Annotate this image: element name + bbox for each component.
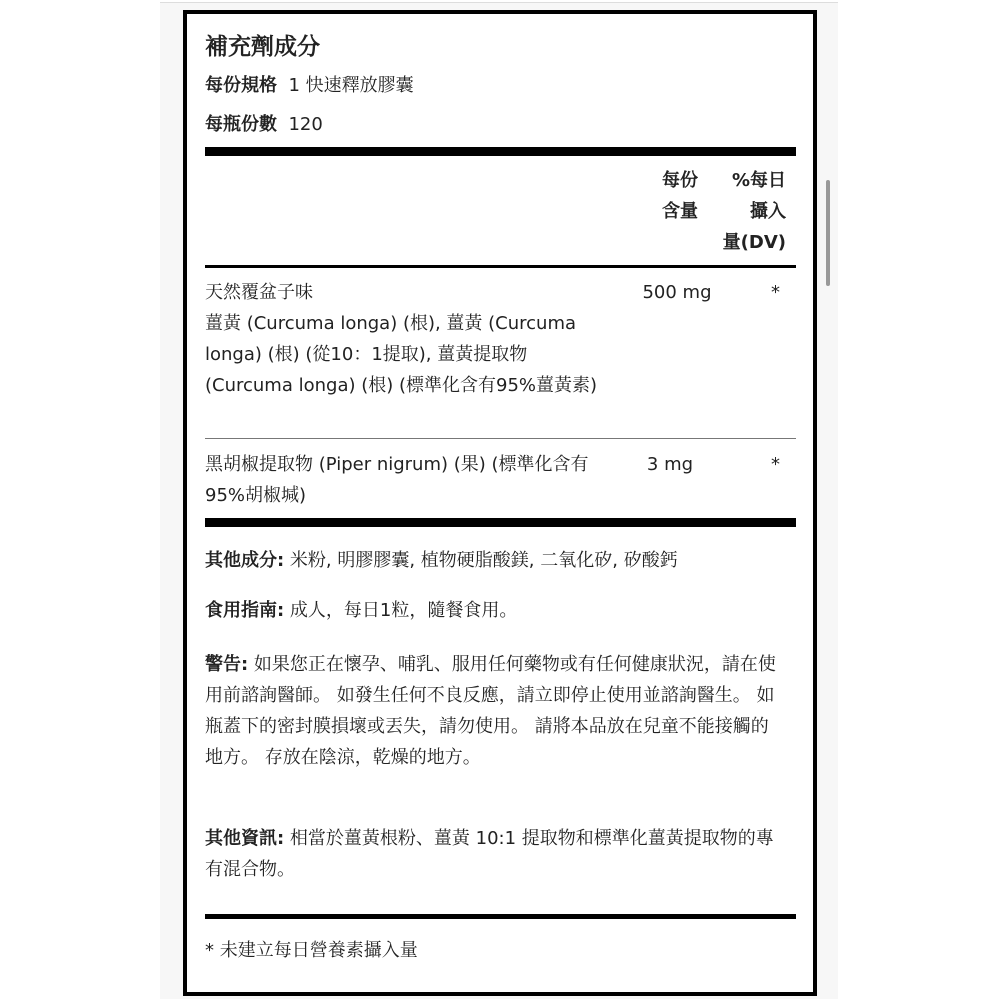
footer-divider [205, 914, 796, 919]
row-divider [205, 438, 796, 439]
ingredient-dv: * [771, 454, 780, 475]
ingredient-name: 天然覆盆子味 薑黃 (Curcuma longa) (根), 薑黃 (Curcuma longa) (根) (從10：1提取), 薑黃提取物 (Curcuma longa) (根) (標準化含有95%薑黃素) [205, 282, 598, 396]
header-dv-line: %每日 [731, 170, 786, 191]
thick-divider [205, 147, 796, 156]
warning [205, 649, 780, 773]
header-amount-line: 每份 [662, 170, 698, 191]
page-title: 補充劑成分 [205, 34, 320, 60]
ingredient-name: 黑胡椒提取物 (Piper nigrum) (果) (標準化含有95%胡椒堿) [205, 454, 589, 506]
thick-divider [205, 518, 796, 527]
ingredient-amount: 500 mg [642, 282, 712, 303]
warning-label: 警告: [205, 654, 249, 675]
other-info [205, 823, 785, 885]
header-dv [706, 165, 786, 258]
scrollbar[interactable] [826, 180, 830, 286]
warning-text: 如果您正在懷孕、哺乳、服用任何藥物或有任何健康狀況，請在使用前諮詢醫師。 如發生任何不良反應，請立即停止使用並諮詢醫生。 如瓶蓋下的密封膜損壞或丟失，請勿使用。 請將本品放在兒童不能接觸的地方。 存放在陰涼，乾燥的地方。 [205, 654, 776, 768]
ingredient-amount: 3 mg [646, 454, 694, 475]
directions-label: 食用指南: [205, 600, 285, 621]
header-amount-line: 含量 [662, 201, 698, 222]
directions [205, 595, 790, 626]
servings-per-container [205, 109, 323, 140]
other-info-text: 相當於薑黃根粉、薑黃 10:1 提取物和標準化薑黃提取物的專有混合物。 [205, 828, 774, 880]
ingredient-dv: * [771, 282, 780, 303]
directions-text: 成人，每日1粒，隨餐食用。 [284, 600, 518, 621]
servings-label: 每瓶份數 [205, 114, 277, 135]
other-info-label: 其他資訊: [205, 828, 285, 849]
serving-size [205, 70, 414, 101]
servings-value: 120 [288, 114, 323, 135]
other-ingredients-text: 米粉, 明膠膠囊, 植物硬脂酸鎂, 二氧化矽, 矽酸鈣 [284, 550, 678, 571]
header-dv-line: 攝入 [750, 201, 786, 222]
header-divider [205, 265, 796, 268]
other-ingredients-label: 其他成分: [205, 550, 285, 571]
footnote: * 未建立每日營養素攝入量 [205, 940, 418, 961]
serving-size-value: 1 快速釋放膠囊 [288, 75, 414, 96]
other-ingredients [205, 545, 790, 576]
serving-size-label: 每份規格 [205, 75, 277, 96]
header-dv-line: 量(DV) [722, 232, 786, 253]
